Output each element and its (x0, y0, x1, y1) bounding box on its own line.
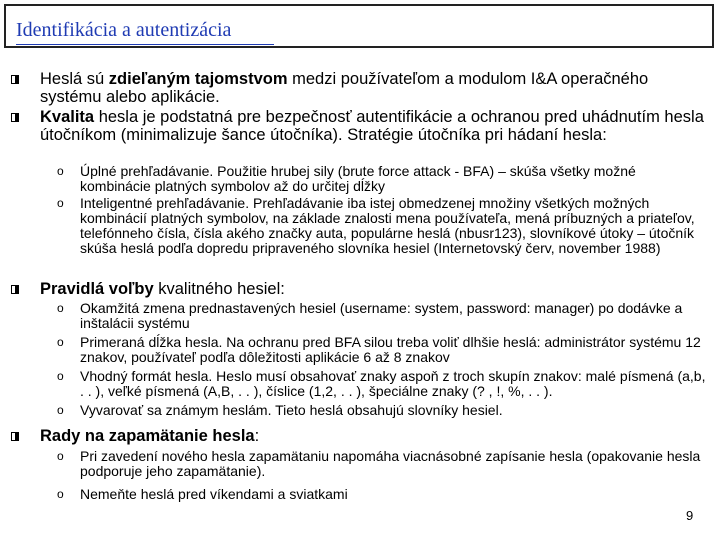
sub-bullet-item (57, 195, 708, 256)
square-bullet-icon (11, 113, 19, 122)
o-bullet-icon: o (57, 196, 64, 210)
slide-title: Identifikácia a autentizácia (16, 19, 232, 41)
o-bullet-icon: o (57, 449, 64, 463)
sub-bullet-text: Úplné prehľadávanie. Použitie hrubej sily (brute force attack - BFA) – skúša všetky možné kombinácie platných symbolov až do určitej dĺžky (80, 163, 636, 194)
sub-bullet-item (57, 486, 708, 502)
sub-bullet-item (57, 402, 708, 418)
o-bullet-icon: o (57, 164, 64, 178)
sub-bullet-text: Inteligentné prehľadávanie. Prehľadávanie iba istej obmedzenej množiny všetkých možných kombinácií platných symbolov, na základe znalosti mena používateľa, mená príbuzných a priateľov, telefónneho čísla, čísla akého značky auta, populárne heslá (nbusr123), slovníkové útoky – útočník skúša heslá podľa dopredu pripraveného slovníka hesiel (Internetovský červ, november 1988) (80, 195, 695, 256)
sub-bullet-text: Primeraná dĺžka hesla. Na ochranu pred BFA silou treba voliť dlhšie heslá: administrátor systému 12 znakov, používateľ podľa dôležitosti aplikácie 6 až 8 znakov (80, 334, 701, 365)
title-underline (16, 44, 274, 45)
bullet-text: medzi používateľom a modulom I&A operačného systému alebo aplikácie. (40, 70, 649, 106)
title-frame (4, 4, 714, 48)
o-bullet-icon: o (57, 487, 64, 501)
sub-bullet-item (57, 163, 708, 194)
page-number: 9 (686, 508, 694, 523)
sub-bullet-item (57, 448, 708, 479)
bullet-item (40, 280, 708, 298)
sub-bullet-text: Vhodný formát hesla. Heslo musí obsahovať znaky aspoň z troch skupín znakov: malé písmená (a,b, . . ), veľké písmená (A,B, . . ), číslice (1,2, . . ), špeciálne znaky (? , !, %, . . ). (80, 368, 706, 399)
bullet-bold-text: Rady na zapamätanie hesla (40, 427, 255, 445)
sub-bullet-item (57, 300, 708, 331)
bullet-bold-text: Kvalita (40, 108, 95, 126)
sub-bullet-text: Okamžitá zmena prednastavených hesiel (username: system, password: manager) po dodávke a inštalácii systému (80, 300, 683, 331)
bullet-text: kvalitného hesiel: (153, 280, 285, 298)
o-bullet-icon: o (57, 335, 64, 349)
bullet-bold-text: zdieľaným tajomstvom (108, 70, 288, 88)
sub-bullet-text: Vyvarovať sa známym heslám. Tieto heslá obsahujú slovníky hesiel. (80, 402, 503, 418)
square-bullet-icon (11, 75, 19, 84)
sub-bullet-item (57, 334, 708, 365)
bullet-item (40, 427, 708, 445)
bullet-text: hesla je podstatná pre bezpečnosť autentifikácie a ochranou pred uhádnutím hesla útočníkom (minimalizuje šance útočníka). Stratégie útočníka pri hádaní hesla: (40, 108, 704, 144)
bullet-bold-text: Pravidlá voľby (40, 280, 154, 298)
square-bullet-icon (11, 432, 19, 441)
bullet-item (40, 108, 708, 144)
sub-bullet-text: Pri zavedení nového hesla zapamätaniu napomáha viacnásobné zapísanie hesla (opakovanie hesla podporuje jeho zapamätanie). (80, 448, 701, 479)
bullet-text: Heslá sú (40, 70, 109, 88)
o-bullet-icon: o (57, 301, 64, 315)
sub-bullet-item (57, 368, 708, 399)
bullet-text: : (254, 427, 260, 445)
bullet-item (40, 70, 708, 106)
o-bullet-icon: o (57, 403, 64, 417)
sub-bullet-text: Nemeňte heslá pred víkendami a sviatkami (80, 486, 348, 502)
o-bullet-icon: o (57, 369, 64, 383)
square-bullet-icon (11, 285, 19, 294)
